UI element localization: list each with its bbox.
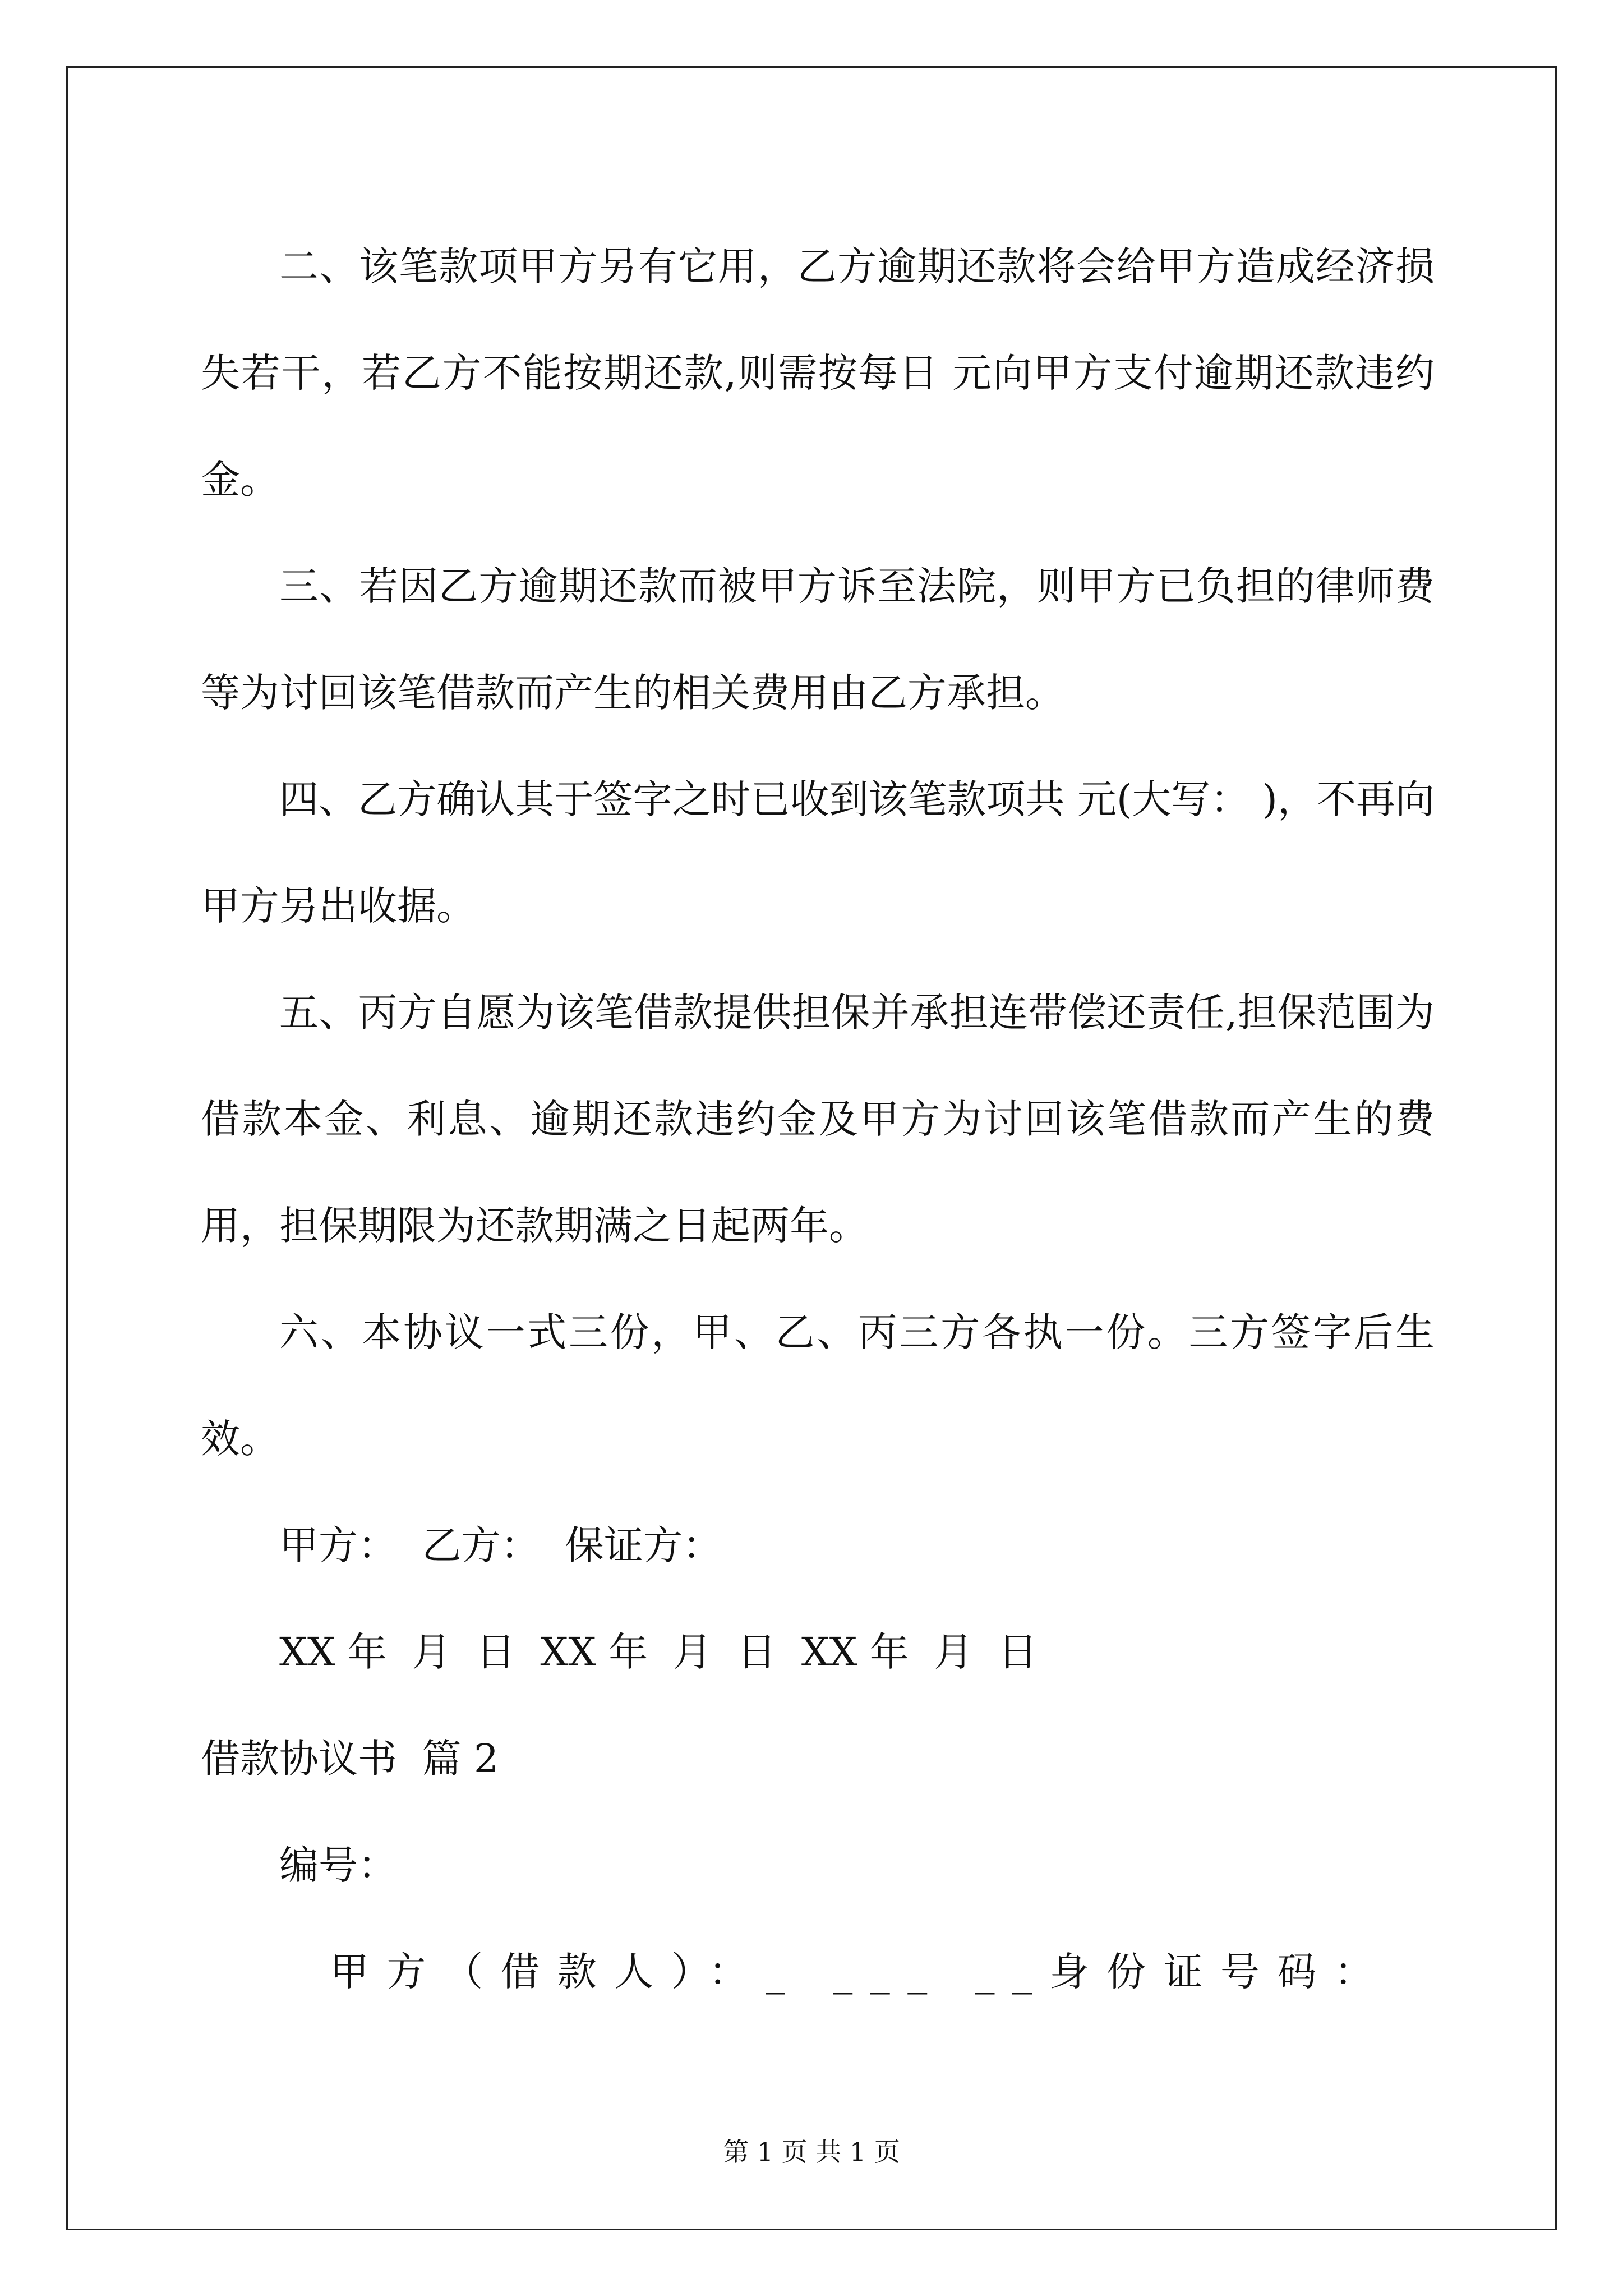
clause-4: 四、乙方确认其于签字之时已收到该笔款项共 元(大写： )，不再向甲方另出收据。 (201, 776, 1435, 929)
clause-5: 五、丙方自愿为该笔借款提供担保并承担连带偿还责任,担保范围为借款本金、利息、逾期还款违约金及甲方为讨回该笔借款而产生的费用，担保期限为还款期满之日起两年。 (201, 990, 1435, 1249)
clause-3: 三、若因乙方逾期还款而被甲方诉至法院，则甲方已负担的律师费等为讨回该笔借款而产生的相关费用由乙方承担。 (201, 563, 1435, 716)
party-a-line: 甲方（借款人）：_ ___ __身份证号码： (330, 1949, 1391, 1995)
page-footer: 第 1 页 共 1 页 (723, 2137, 900, 2167)
signature-line: 甲方： 乙方： 保证方： (279, 1522, 722, 1568)
section-title: 借款协议书 篇 2 (201, 1736, 499, 1782)
clause-6: 六、本协议一式三份，甲、乙、丙三方各执一份。三方签字后生效。 (201, 1309, 1435, 1462)
document-body (201, 213, 1435, 2025)
clause-2: 二、该笔款项甲方另有它用，乙方逾期还款将会给甲方造成经济损失若干，若乙方不能按期还款,则需按每日 元向甲方支付逾期还款违约金。 (201, 243, 1435, 503)
number-label: 编号： (279, 1842, 397, 1888)
date-line: XX 年 月 日 XX 年 月 日 XX 年 月 日 (279, 1629, 1038, 1675)
